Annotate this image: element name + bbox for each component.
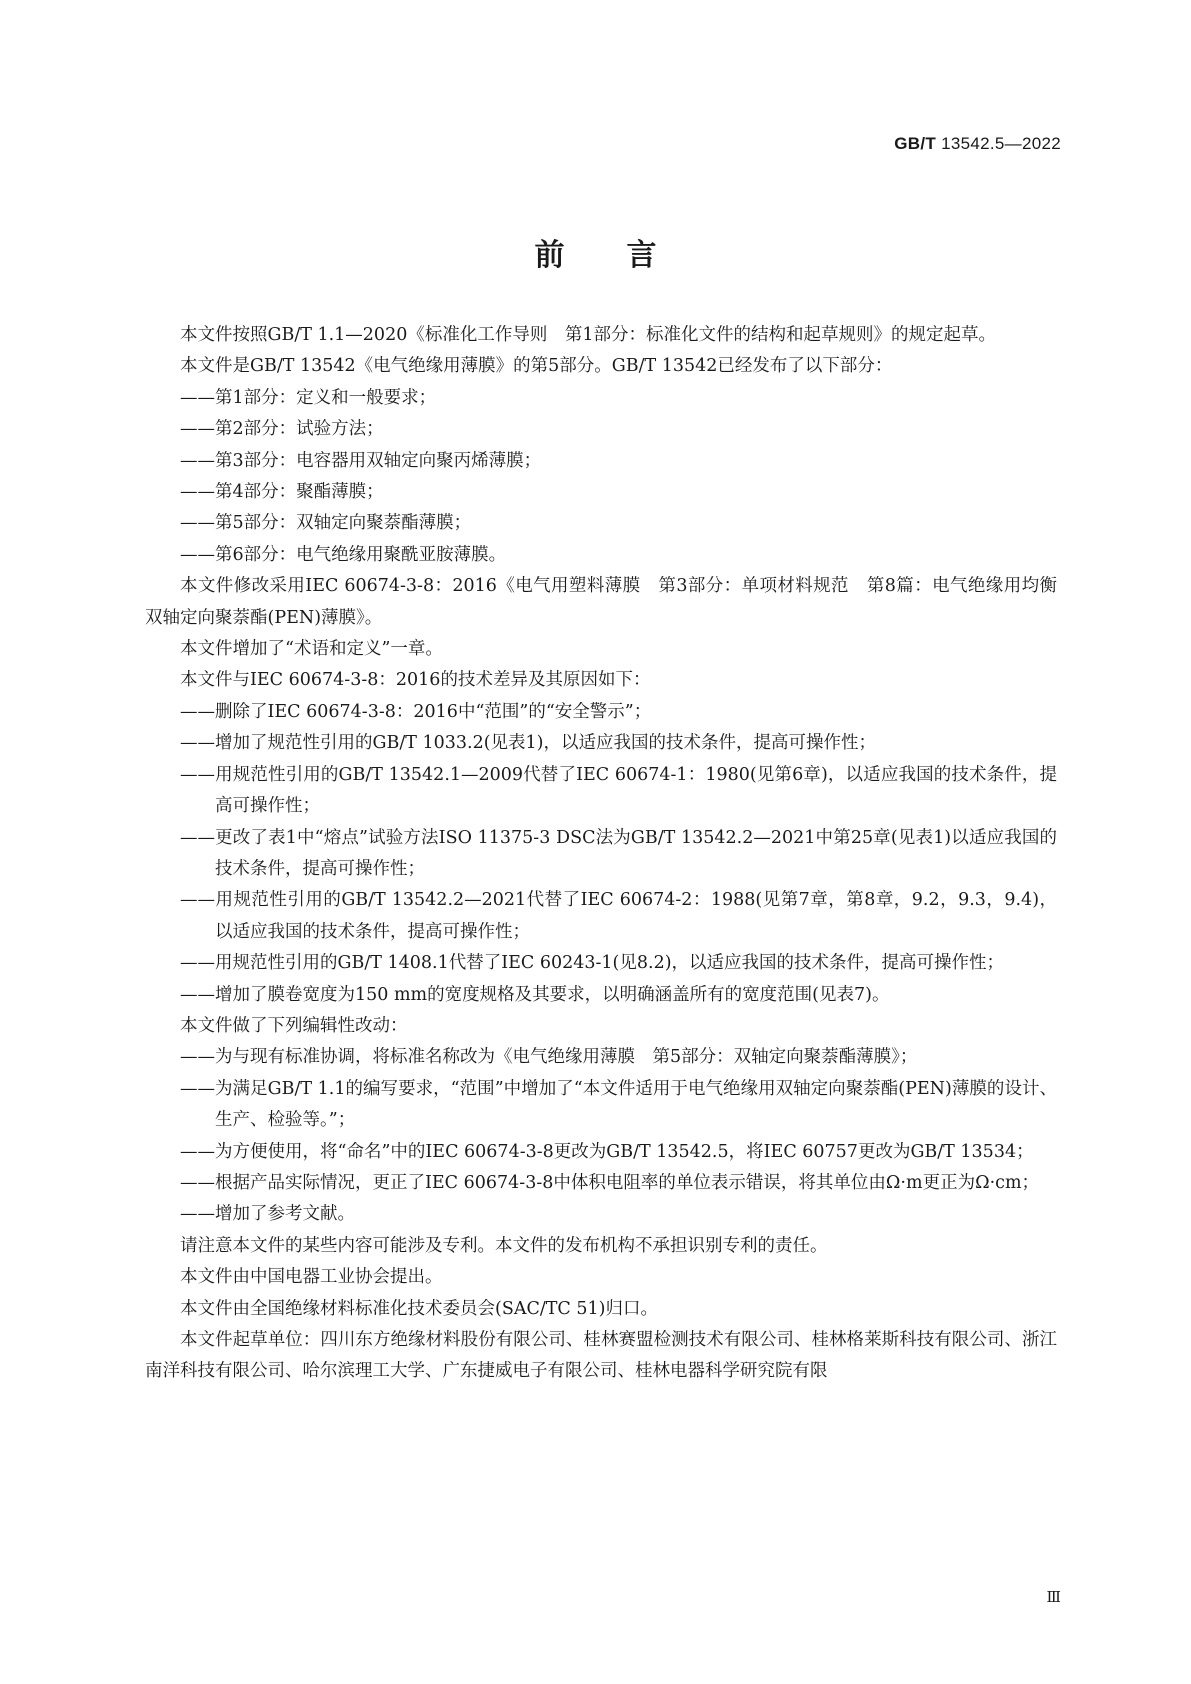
- paragraph: 本文件起草单位：四川东方绝缘材料股份有限公司、桂林赛盟检测技术有限公司、桂林格莱斯科技有限公司、浙江南洋科技有限公司、哈尔滨理工大学、广东捷威电子有限公司、桂林电器科学研究院有限: [145, 1330, 1057, 1382]
- list-item: ——第4部分：聚酯薄膜；: [180, 482, 384, 503]
- list-item: ——增加了参考文献。: [180, 1204, 355, 1225]
- page-title: 前言: [534, 238, 719, 273]
- paragraph: 本文件增加了“术语和定义”一章。: [180, 639, 443, 660]
- list-item: ——用规范性引用的GB/T 13542.2—2021代替了IEC 60674-2：1988(见第7章，第8章，9.2，9.3，9.4)，以适应我国的技术条件，提高可操作性；: [180, 890, 1057, 942]
- document-code-number: 13542.5—2022: [941, 134, 1061, 153]
- list-item: ——第2部分：试验方法；: [180, 419, 384, 440]
- page-number: Ⅲ: [1046, 1588, 1061, 1606]
- list-item: ——用规范性引用的GB/T 13542.1—2009代替了IEC 60674-1：1980(见第6章)，以适应我国的技术条件，提高可操作性；: [180, 764, 1057, 817]
- list-item: ——删除了IEC 60674-3-8：2016中“范围”的“安全警示”；: [180, 701, 652, 722]
- paragraph: 请注意本文件的某些内容可能涉及专利。本文件的发布机构不承担识别专利的责任。: [180, 1235, 828, 1256]
- foreword-body: [145, 320, 1057, 1388]
- list-item: ——第3部分：电容器用双轴定向聚丙烯薄膜；: [180, 450, 542, 471]
- paragraph: 本文件是GB/T 13542《电气绝缘用薄膜》的第5部分。GB/T 13542已经发布了以下部分：: [180, 356, 893, 377]
- list-item: ——用规范性引用的GB/T 1408.1代替了IEC 60243-1(见8.2)，以适应我国的技术条件，提高可操作性；: [180, 953, 1005, 974]
- list-item: ——增加了规范性引用的GB/T 1033.2(见表1)，以适应我国的技术条件，提高可操作性；: [180, 733, 876, 754]
- list-item: ——根据产品实际情况，更正了IEC 60674-3-8中体积电阻率的单位表示错误，将其单位由Ω·m更正为Ω·cm；: [180, 1172, 1040, 1193]
- list-item: ——更改了表1中“熔点”试验方法ISO 11375-3 DSC法为GB/T 13542.2—2021中第25章(见表1)以适应我国的技术条件，提高可操作性；: [180, 827, 1057, 879]
- paragraph: 本文件修改采用IEC 60674-3-8：2016《电气用塑料薄膜 第3部分：单项材料规范 第8篇：电气绝缘用均衡双轴定向聚萘酯(PEN)薄膜》。: [145, 576, 1057, 628]
- list-item: ——为与现有标准协调，将标准名称改为《电气绝缘用薄膜 第5部分：双轴定向聚萘酯薄膜》；: [180, 1047, 918, 1068]
- list-item: ——为满足GB/T 1.1的编写要求，“范围”中增加了“本文件适用于电气绝缘用双轴定向聚萘酯(PEN)薄膜的设计、生产、检验等。”；: [180, 1078, 1057, 1131]
- paragraph: 本文件与IEC 60674-3-8：2016的技术差异及其原因如下：: [180, 670, 651, 691]
- list-item: ——为方便使用，将“命名”中的IEC 60674-3-8更改为GB/T 13542.5，将IEC 60757更改为GB/T 13534；: [180, 1141, 1034, 1162]
- list-item: ——第6部分：电气绝缘用聚酰亚胺薄膜。: [180, 544, 507, 565]
- list-item: ——第5部分：双轴定向聚萘酯薄膜；: [180, 513, 472, 534]
- document-code-prefix: GB/T: [894, 134, 937, 153]
- paragraph: 本文件由全国绝缘材料标准化技术委员会(SAC/TC 51)归口。: [180, 1298, 658, 1319]
- paragraph: 本文件做了下列编辑性改动：: [180, 1015, 408, 1036]
- document-code: [894, 134, 1061, 154]
- paragraph: 本文件按照GB/T 1.1—2020《标准化工作导则 第1部分：标准化文件的结构和起草规则》的规定起草。: [180, 325, 996, 345]
- list-item: ——增加了膜卷宽度为150 mm的宽度规格及其要求，以明确涵盖所有的宽度范围(见表7)。: [180, 984, 890, 1005]
- list-item: ——第1部分：定义和一般要求；: [180, 387, 437, 408]
- paragraph: 本文件由中国电器工业协会提出。: [180, 1267, 443, 1288]
